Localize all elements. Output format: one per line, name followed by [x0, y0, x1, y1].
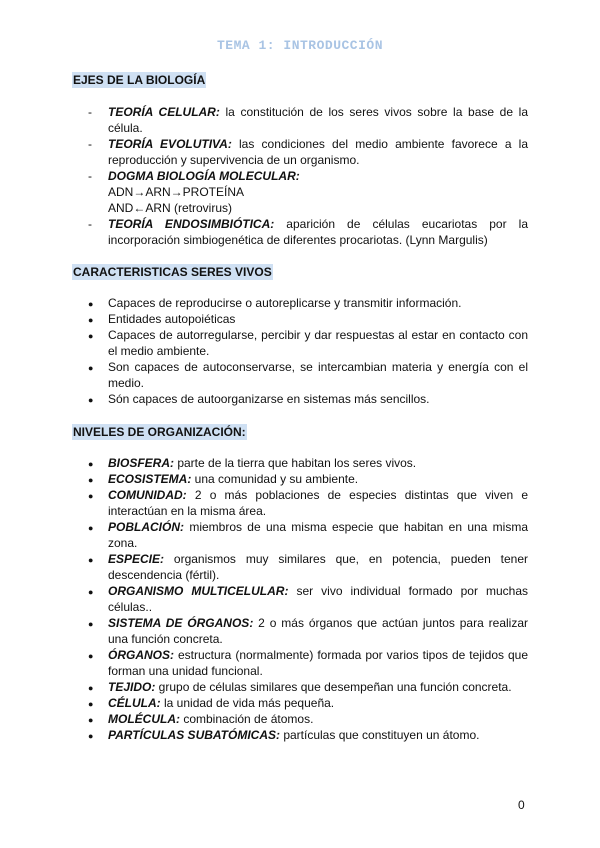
- list-item: ● POBLACIÓN: miembros de una misma especie que habitan en una misma zona.: [88, 519, 528, 551]
- list-item: - DOGMA BIOLOGÍA MOLECULAR: ADN→ARN→PROTEÍNA AND←ARN (retrovirus): [88, 168, 528, 216]
- page-number: 0: [518, 798, 525, 812]
- heading-niveles: NIVELES DE ORGANIZACIÓN:: [73, 425, 246, 439]
- list-caracteristicas: [88, 295, 528, 407]
- list-item: ● Entidades autopoiéticas: [88, 311, 528, 327]
- list-ejes: [88, 104, 528, 248]
- list-item: ● ÓRGANOS: estructura (normalmente) formada por varios tipos de tejidos que forman una unidad funcional.: [88, 647, 528, 679]
- list-item: - TEORÍA ENDOSIMBIÓTICA: aparición de células eucariotas por la incorporación simbiogenética de diferentes procariotas. (Lynn Margulis): [88, 216, 528, 248]
- heading-caracteristicas: CARACTERISTICAS SERES VIVOS: [73, 265, 272, 279]
- list-item: ● ECOSISTEMA: una comunidad y su ambiente.: [88, 471, 528, 487]
- list-item: ● ORGANISMO MULTICELULAR: ser vivo individual formado por muchas células..: [88, 583, 528, 615]
- list-item: ● SISTEMA DE ÓRGANOS: 2 o más órganos que actúan juntos para realizar una función concreta.: [88, 615, 528, 647]
- page-title: TEMA 1: INTRODUCCIÓN: [216, 38, 384, 53]
- list-niveles: [88, 455, 528, 743]
- list-item: ● Capaces de reproducirse o autoreplicarse y transmitir información.: [88, 295, 528, 311]
- list-item: ● BIOSFERA: parte de la tierra que habitan los seres vivos.: [88, 455, 528, 471]
- list-item: ● Són capaces de autoorganizarse en sistemas más sencillos.: [88, 391, 528, 407]
- list-item: ● PARTÍCULAS SUBATÓMICAS: partículas que constituyen un átomo.: [88, 727, 528, 743]
- list-item: ● Capaces de autorregularse, percibir y dar respuestas al estar en contacto con el medio ambiente.: [88, 327, 528, 359]
- list-item: ● ESPECIE: organismos muy similares que, en potencia, pueden tener descendencia (fértil).: [88, 551, 528, 583]
- list-item: ● TEJIDO: grupo de células similares que desempeñan una función concreta.: [88, 679, 528, 695]
- list-item: - TEORÍA EVOLUTIVA: las condiciones del medio ambiente favorece a la reproducción y supervivencia de un organismo.: [88, 136, 528, 168]
- list-item: - TEORÍA CELULAR: la constitución de los seres vivos sobre la base de la célula.: [88, 104, 528, 136]
- heading-ejes: EJES DE LA BIOLOGÍA: [73, 73, 206, 87]
- list-item: ● Son capaces de autoconservarse, se intercambian materia y energía con el medio.: [88, 359, 528, 391]
- list-item: ● COMUNIDAD: 2 o más poblaciones de especies distintas que viven e interactúan en la misma área.: [88, 487, 528, 519]
- list-item: ● CÉLULA: la unidad de vida más pequeña.: [88, 695, 528, 711]
- list-item: ● MOLÉCULA: combinación de átomos.: [88, 711, 528, 727]
